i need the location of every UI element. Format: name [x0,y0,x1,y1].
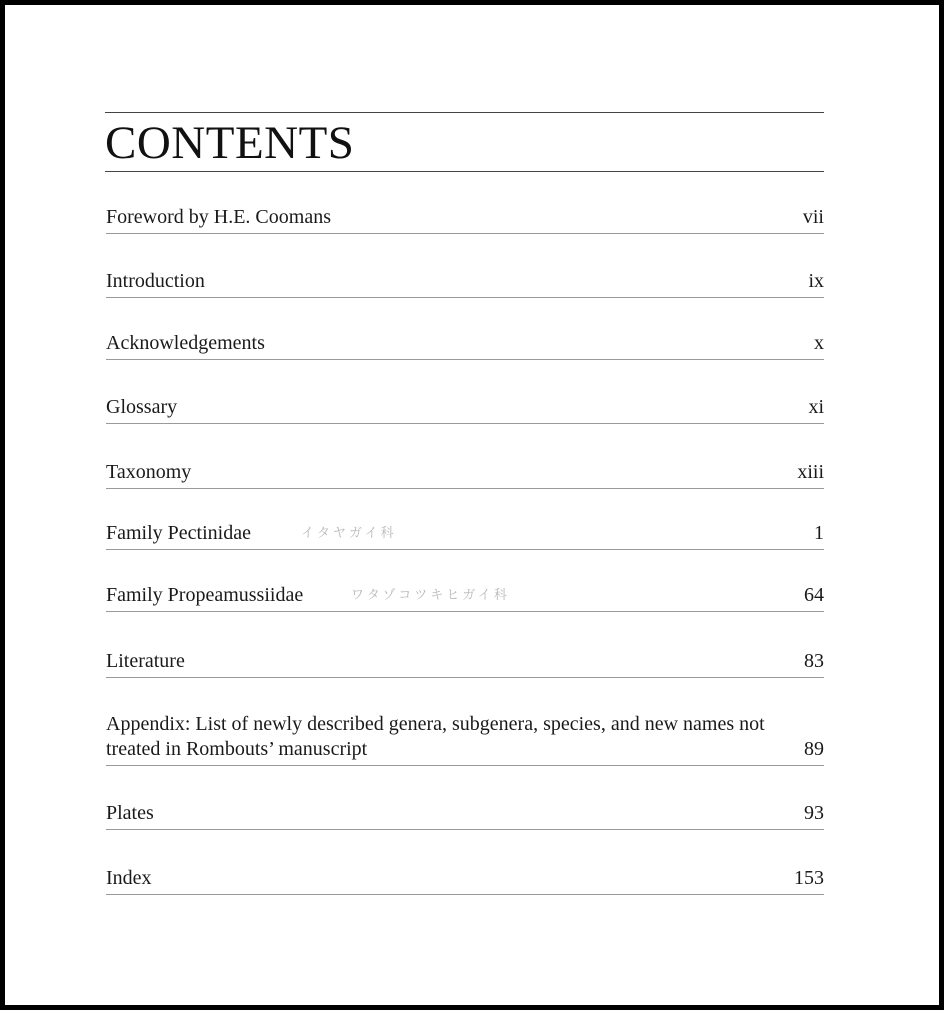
toc-entry-page: 89 [804,738,824,760]
toc-entry-page: ix [808,270,824,292]
toc-entry-pectinidae[interactable] [106,511,824,550]
toc-entry-label: Family Pectinidae [106,522,251,544]
toc-entry-label: Family Propeamussiidae [106,584,304,606]
toc-entry-page: 1 [814,522,824,544]
book-page [5,5,939,1005]
toc-entry-literature[interactable] [106,639,824,678]
toc-entry-label: Appendix: List of newly described genera, subgenera, species, and new names not treated in Rombouts’ manuscript [106,713,765,760]
toc-entry-page: 153 [794,867,824,889]
toc-entry-appendix[interactable] [106,703,824,766]
toc-entry-label: Taxonomy [106,461,192,483]
toc-entry-propeamussiidae[interactable] [106,573,824,612]
toc-entry-taxonomy[interactable] [106,450,824,489]
toc-entry-foreword[interactable] [106,195,824,234]
toc-entry-page: 93 [804,802,824,824]
toc-entry-page: 83 [804,650,824,672]
toc-entry-page: 64 [804,584,824,606]
handwritten-note: イタヤガイ科 [301,526,397,541]
handwritten-note: ワタゾコツキヒガイ科 [351,588,510,603]
contents-header [105,112,824,172]
toc-entry-index[interactable] [106,856,824,895]
toc-entry-page: x [814,332,824,354]
toc-entry-introduction[interactable] [106,259,824,298]
toc-entry-label: Glossary [106,396,178,418]
toc-entry-label: Plates [106,802,154,824]
toc-entry-label: Index [106,867,152,889]
toc-entry-plates[interactable] [106,791,824,830]
toc-entry-page: vii [802,206,824,228]
toc-entry-label: Introduction [106,270,205,292]
toc-entry-label: Literature [106,650,185,672]
toc-entry-acknowledgements[interactable] [106,321,824,360]
toc-entry-page: xi [808,396,824,418]
page-title: CONTENTS [105,117,355,169]
toc-entry-label: Acknowledgements [106,332,265,354]
toc-entry-page: xiii [797,461,824,483]
toc-entry-label: Foreword by H.E. Coomans [106,206,331,228]
toc-entry-glossary[interactable] [106,385,824,424]
